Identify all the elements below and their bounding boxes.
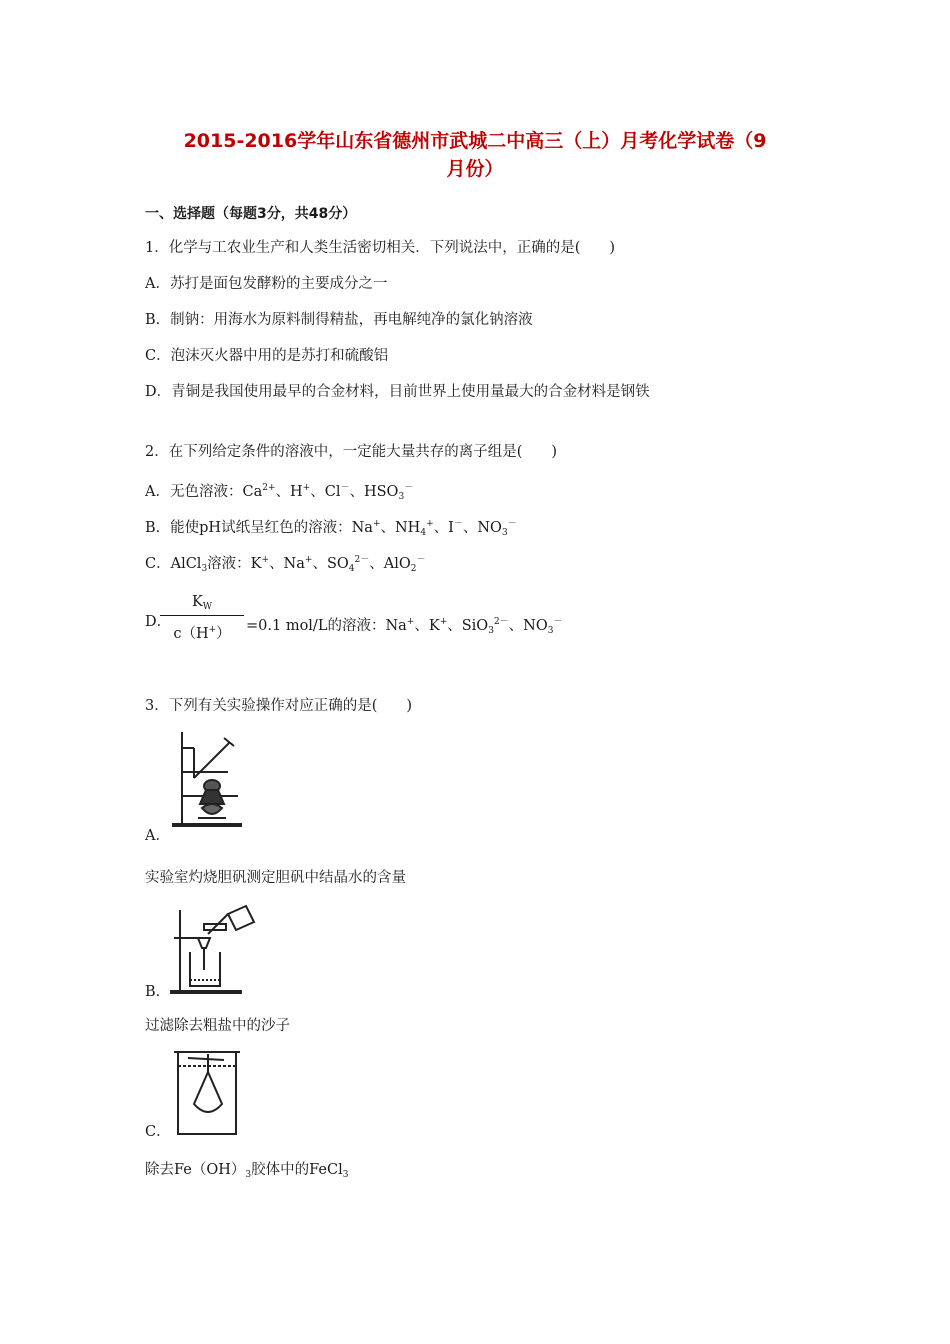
- q2-option-d: [246, 612, 563, 641]
- q3-option-b-label: B．: [145, 984, 171, 1000]
- exam-title: [110, 127, 840, 183]
- q3-option-a-label: A．: [145, 828, 170, 844]
- q2-option-a: [145, 478, 413, 507]
- q1-stem: 1．化学与工农业生产和人类生活密切相关．下列说法中，正确的是( ): [145, 240, 616, 256]
- fraction-numerator: $K_W$: [191, 594, 213, 612]
- q2-b-prefix: B．能使pH试纸呈红色的溶液：: [145, 520, 352, 536]
- q2-b-ions: Na+、$NH_4^+$、I－、$NO_3^-$: [351, 519, 517, 538]
- q2-option-b: [145, 514, 517, 543]
- q2-option-c: C．AlCl$_3$溶液：K+、Na+、$SO_4^{2-}$、AlO$_2$－: [145, 555, 426, 574]
- q3-option-a-caption: 实验室灼烧胆矾测定胆矾中结晶水的含量: [145, 870, 406, 886]
- q2-c-ions: K+、Na+、$SO_4^{2-}$、AlO$_2$－: [250, 555, 426, 574]
- dialysis-figure: [168, 1046, 248, 1142]
- fraction-bar: [160, 615, 244, 616]
- q2-a-prefix: A．无色溶液：: [145, 484, 243, 500]
- q1-option-b: B．制钠：用海水为原料制得精盐，再电解纯净的氯化钠溶液: [145, 312, 533, 328]
- q3-option-b-caption: 过滤除去粗盐中的沙子: [145, 1018, 290, 1034]
- q2-option-d-label: D．: [145, 614, 172, 630]
- title-line-1: 2015-2016学年山东省德州市武城二中高三（上）月考化学试卷（9: [183, 130, 767, 152]
- q1-option-d: D．青铜是我国使用最早的合金材料，目前世界上使用量最大的合金材料是钢铁: [145, 384, 650, 400]
- q2-stem: 2．在下列给定条件的溶液中，一定能大量共存的离子组是( ): [145, 444, 558, 460]
- filtration-figure: [168, 900, 258, 996]
- fraction-denominator: c（H+）: [173, 625, 231, 642]
- q2-c-prefix: C．AlCl: [145, 556, 202, 572]
- q2-d-rest: =0.1 mol/L的溶液：: [246, 618, 386, 634]
- heating-apparatus-figure: [168, 728, 248, 832]
- section-heading: 一、选择题（每题3分，共48分）: [145, 206, 357, 222]
- q2-a-ions: $Ca^{2+}$、H+、Cl－、$HSO_3^-$: [242, 483, 414, 502]
- q2-c-mid: 溶液：: [207, 556, 251, 572]
- q3-option-c-caption: 除去$Fe(OH)_3$胶体中的FeCl$_3$: [145, 1162, 349, 1180]
- kw-fraction: [160, 591, 244, 641]
- q1-option-a: A．苏打是面包发酵粉的主要成分之一: [145, 276, 388, 292]
- q1-option-c: C．泡沫灭火器中用的是苏打和硫酸铝: [145, 348, 389, 364]
- q3-stem: 3．下列有关实验操作对应正确的是( ): [145, 698, 413, 714]
- q3-option-c-label: C．: [145, 1124, 171, 1140]
- q2-d-ions: Na+、K+、SiO$_3^{2-}$、$NO_3^-$: [385, 617, 563, 636]
- title-line-2: 月份）: [446, 158, 504, 180]
